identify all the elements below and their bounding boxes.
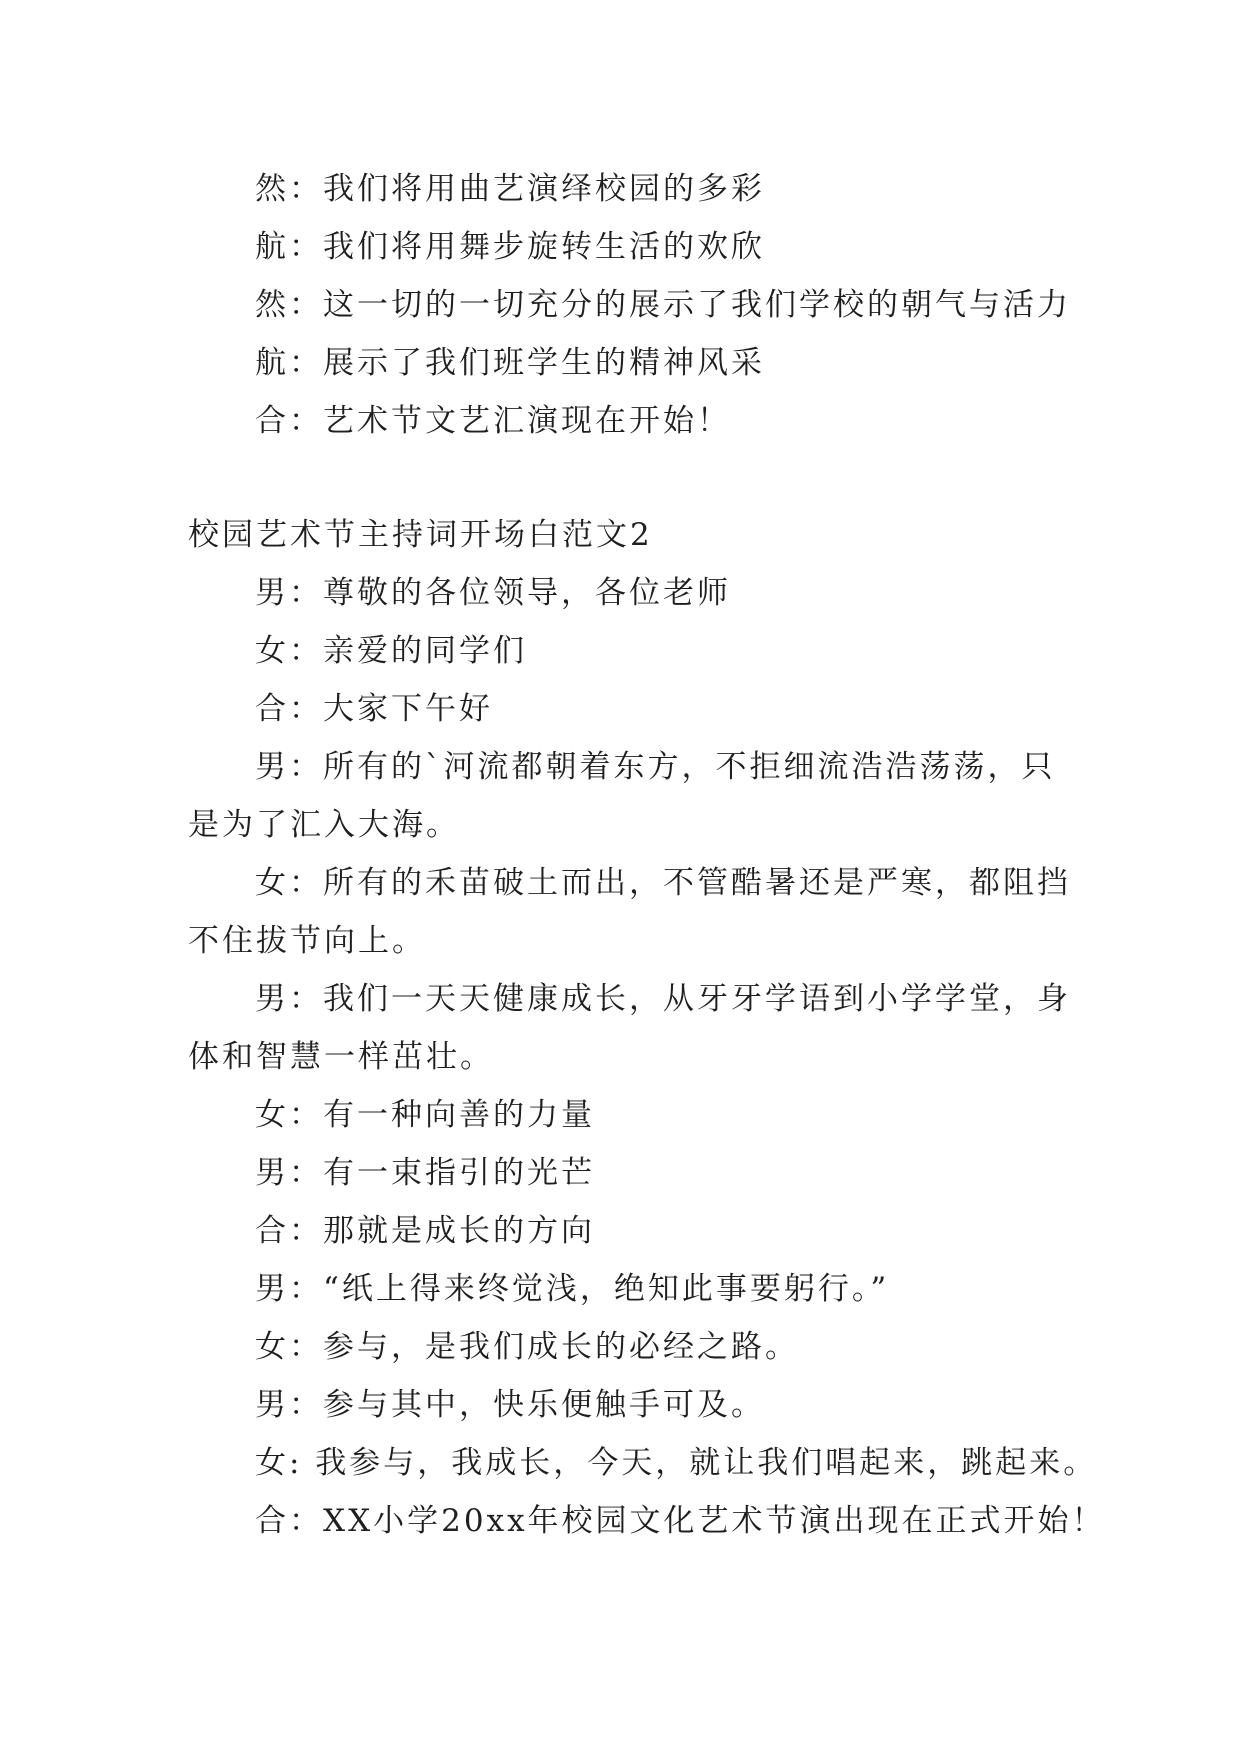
dialogue-line: 男：“纸上得来终觉浅，绝知此事要躬行。” bbox=[255, 1271, 890, 1307]
dialogue-line: 女: 我参与，我成长，今天，就让我们唱起来，跳起来。 bbox=[255, 1445, 1098, 1481]
dialogue-line: 女：有一种向善的力量 bbox=[255, 1097, 595, 1133]
section-heading: 校园艺术节主持词开场白范文2 bbox=[188, 517, 653, 553]
dialogue-line: 航：我们将用舞步旋转生活的欢欣 bbox=[255, 229, 765, 265]
dialogue-line: 航：展示了我们班学生的精神风采 bbox=[255, 345, 765, 381]
dialogue-line: 女：参与，是我们成长的必经之路。 bbox=[255, 1329, 799, 1365]
dialogue-line-continuation: 是为了汇入大海。 bbox=[188, 807, 460, 843]
dialogue-line: 男：有一束指引的光芒 bbox=[255, 1155, 595, 1191]
dialogue-line: 女：所有的禾苗破土而出，不管酷暑还是严寒，都阻挡 bbox=[255, 865, 1071, 901]
dialogue-line: 合：大家下午好 bbox=[255, 691, 493, 727]
section-gap bbox=[188, 450, 1068, 506]
dialogue-line: 男：我们一天天健康成长，从牙牙学语到小学学堂，身 bbox=[255, 981, 1071, 1017]
dialogue-line: 合：XX小学20xx年校园文化艺术节演出现在正式开始！ bbox=[255, 1503, 1106, 1539]
dialogue-line: 男：参与其中，快乐便触手可及。 bbox=[255, 1387, 765, 1423]
dialogue-line: 男：所有的`河流都朝着东方，不拒细流浩浩荡荡，只 bbox=[255, 749, 1056, 785]
dialogue-line: 合：艺术节文艺汇演现在开始！ bbox=[255, 403, 731, 439]
dialogue-line: 然：这一切的一切充分的展示了我们学校的朝气与活力 bbox=[255, 287, 1071, 323]
dialogue-line: 然：我们将用曲艺演绎校园的多彩 bbox=[255, 171, 765, 207]
dialogue-line: 合：那就是成长的方向 bbox=[255, 1213, 595, 1249]
dialogue-line-continuation: 不住拔节向上。 bbox=[188, 923, 426, 959]
dialogue-line: 男：尊敬的各位领导，各位老师 bbox=[255, 575, 731, 611]
document-page bbox=[188, 160, 1106, 1550]
dialogue-line: 女：亲爱的同学们 bbox=[255, 633, 527, 669]
dialogue-line-continuation: 体和智慧一样茁壮。 bbox=[188, 1039, 494, 1075]
